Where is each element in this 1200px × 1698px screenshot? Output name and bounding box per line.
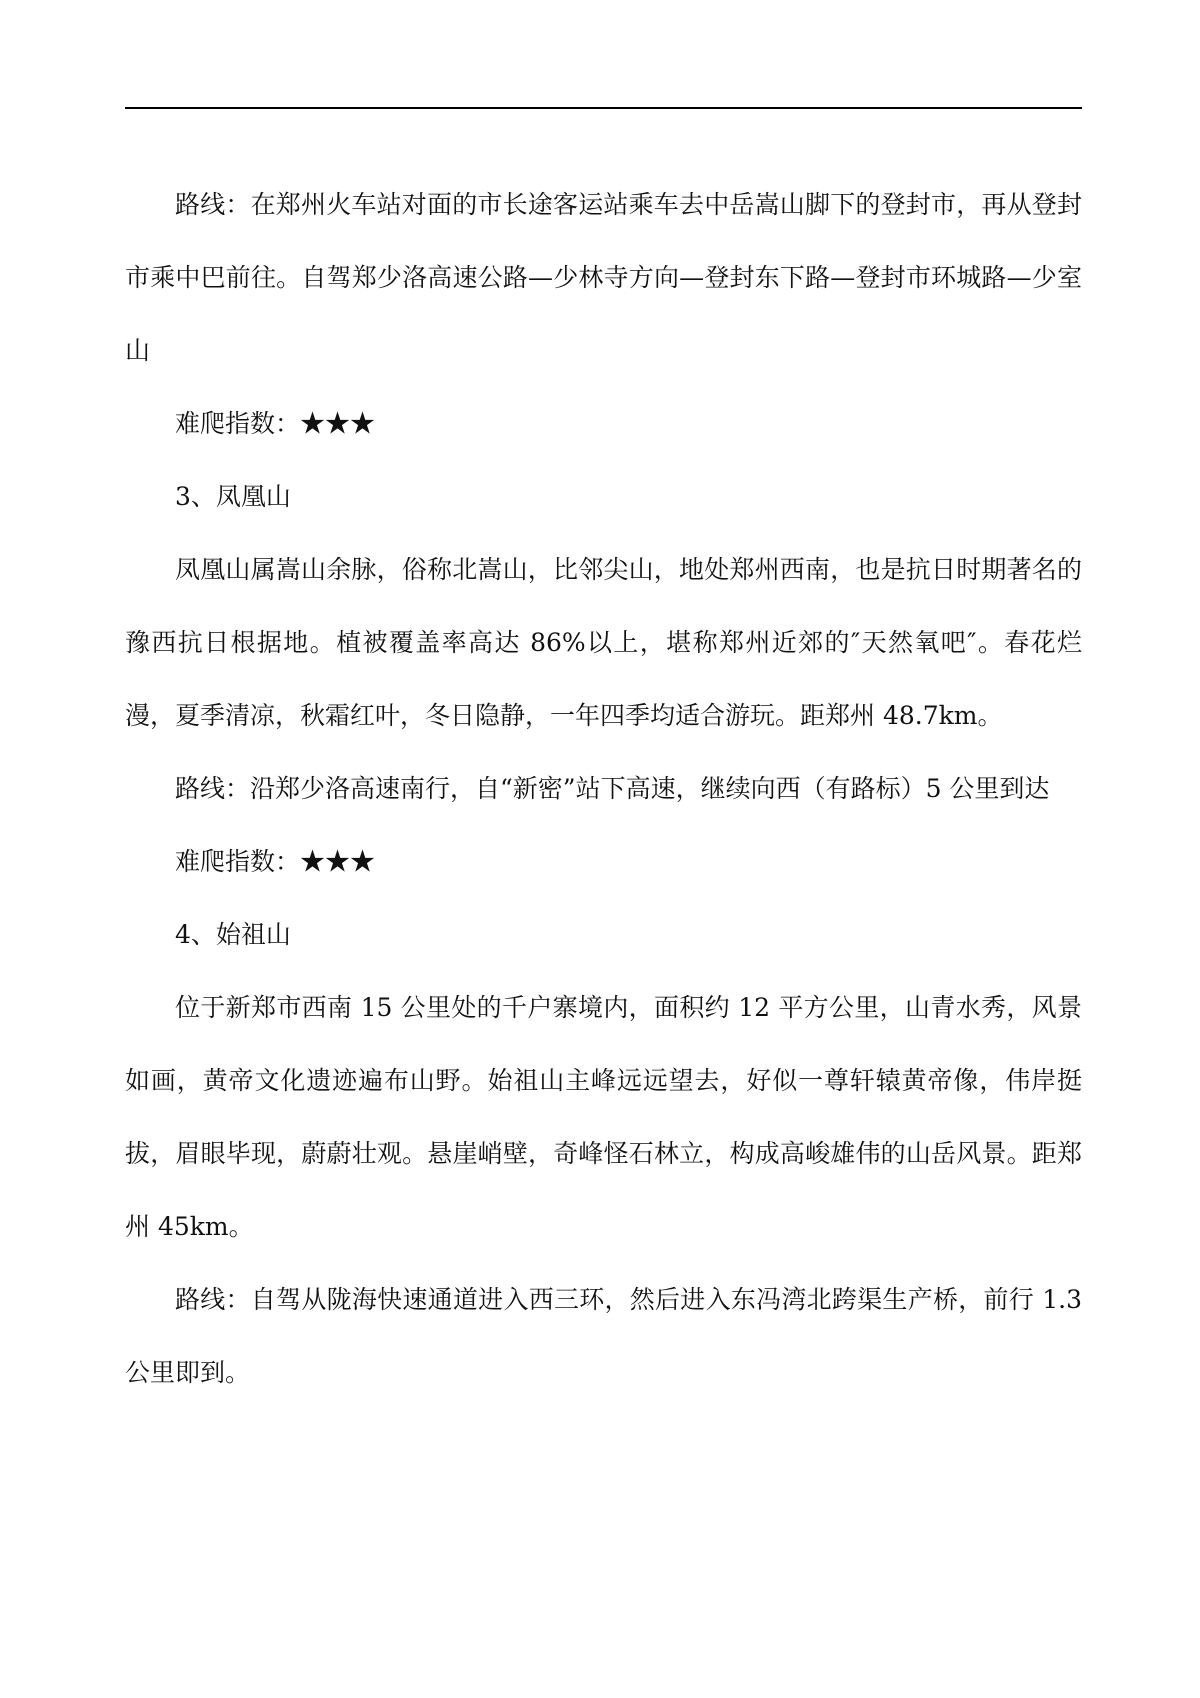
section-heading-fenghuang: 3、凤凰山 xyxy=(175,482,291,511)
paragraph-route-shaoshi: 路线：在郑州火车站对面的市长途客运站乘车去中岳嵩山脚下的登封市，再从登封市乘中巴前往。自驾郑少洛高速公路—少林寺方向—登封东下路—登封市环城路—少室山 xyxy=(125,190,1082,365)
difficulty-rating-shaoshi: 难爬指数：★★★ xyxy=(175,409,376,438)
difficulty-rating-fenghuang: 难爬指数：★★★ xyxy=(175,847,376,876)
paragraph-description-fenghuang: 凤凰山属嵩山余脉，俗称北嵩山，比邻尖山，地处郑州西南，也是抗日时期著名的豫西抗日根据地。植被覆盖率高达 86%以上，堪称郑州近郊的″天然氧吧″。春花烂漫，夏季清凉，秋霜红叶，冬日隐静，一年四季均适合游玩。距郑州 48.7km。 xyxy=(125,555,1082,730)
paragraph-route-shizu: 路线：自驾从陇海快速通道进入西三环，然后进入东冯湾北跨渠生产桥，前行 1.3 公里即到。 xyxy=(125,1285,1082,1387)
header-rule xyxy=(125,107,1082,109)
document-body xyxy=(125,168,1082,1409)
paragraph-route-fenghuang: 路线：沿郑少洛高速南行，自“新密”站下高速，继续向西（有路标）5 公里到达 xyxy=(175,774,1050,803)
paragraph-description-shizu: 位于新郑市西南 15 公里处的千户寨境内，面积约 12 平方公里，山青水秀，风景如画，黄帝文化遗迹遍布山野。始祖山主峰远远望去，好似一尊轩辕黄帝像，伟岸挺拔，眉眼毕现，蔚蔚壮观。悬崖峭壁，奇峰怪石林立，构成高峻雄伟的山岳风景。距郑州 45km。 xyxy=(125,993,1082,1241)
section-heading-shizu: 4、始祖山 xyxy=(175,920,291,949)
